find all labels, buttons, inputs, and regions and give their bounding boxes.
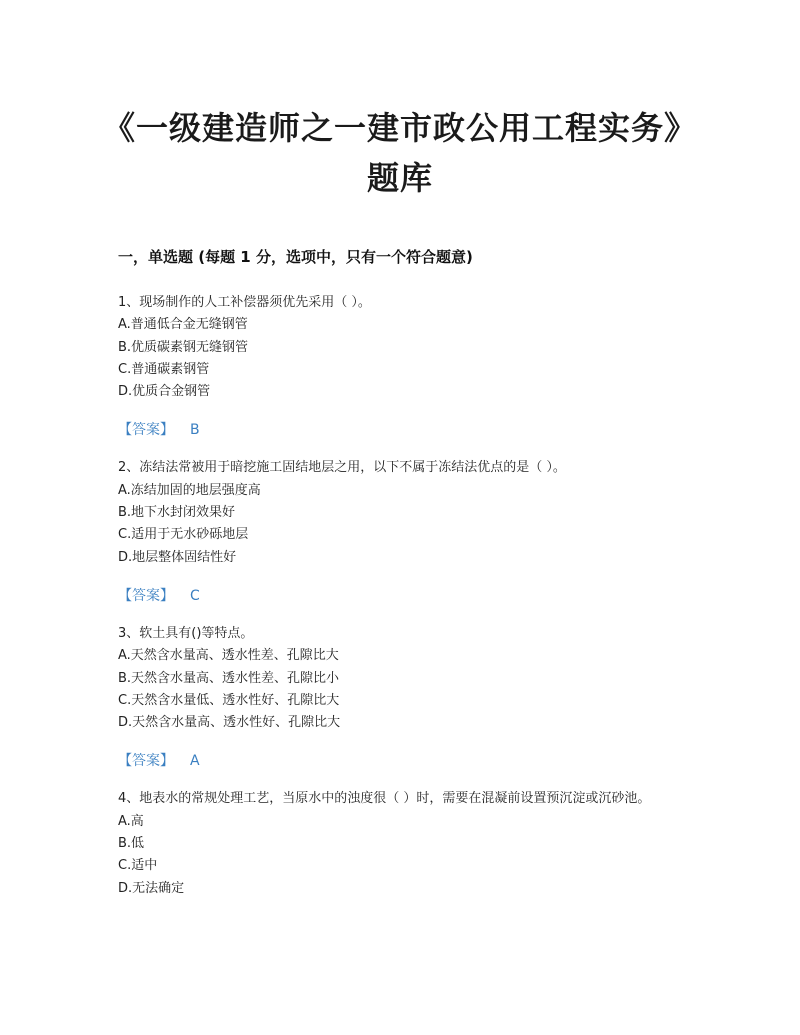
- answer-label: 【答案】: [118, 422, 174, 439]
- question-2: [118, 457, 698, 606]
- answer-row: [118, 419, 698, 441]
- option-a: A.普通低合金无缝钢管: [118, 317, 248, 333]
- question-stem: 4、地表水的常规处理工艺，当原水中的浊度很（ ）时，需要在混凝前设置预沉淀或沉砂池。: [118, 791, 651, 807]
- option-c: C.普通碳素钢管: [118, 361, 210, 377]
- answer-value: B: [190, 422, 200, 439]
- option-c: C.天然含水量低、透水性好、孔隙比大: [118, 692, 340, 708]
- option-b: B.低: [118, 836, 145, 852]
- question-3: [118, 623, 698, 772]
- question-1: [118, 292, 698, 441]
- option-c: C.适中: [118, 858, 158, 874]
- answer-value: C: [190, 587, 200, 604]
- question-stem: 2、冻结法常被用于暗挖施工固结地层之用，以下不属于冻结法优点的是（ ）。: [118, 460, 566, 476]
- answer-value: A: [190, 753, 200, 770]
- question-stem: 1、现场制作的人工补偿器须优先采用（ ）。: [118, 295, 371, 310]
- answer-label: 【答案】: [118, 587, 174, 604]
- option-a: A.高: [118, 813, 144, 829]
- option-c: C.适用于无水砂砾地层: [118, 527, 249, 543]
- option-b: B.优质碳素钢无缝钢管: [118, 339, 249, 355]
- answer-row: [118, 585, 698, 607]
- option-a: A.冻结加固的地层强度高: [118, 482, 261, 498]
- section-heading: 一，单选题 (每题 1 分，选项中，只有一个符合题意): [118, 248, 473, 266]
- option-d: D.地层整体固结性好: [118, 549, 237, 565]
- option-d: D.无法确定: [118, 880, 185, 896]
- question-list: [118, 292, 698, 900]
- option-a: A.天然含水量高、透水性差、孔隙比大: [118, 648, 339, 664]
- option-b: B.天然含水量高、透水性差、孔隙比小: [118, 670, 340, 686]
- option-d: D.优质合金钢管: [118, 384, 211, 400]
- option-d: D.天然含水量高、透水性好、孔隙比大: [118, 715, 341, 731]
- answer-label: 【答案】: [118, 753, 174, 770]
- question-stem: 3、软土具有()等特点。: [118, 625, 254, 641]
- question-4: [118, 788, 698, 899]
- document-title: 《一级建造师之一建市政公用工程实务》题库: [102, 109, 697, 197]
- answer-row: [118, 750, 698, 772]
- option-b: B.地下水封闭效果好: [118, 505, 236, 521]
